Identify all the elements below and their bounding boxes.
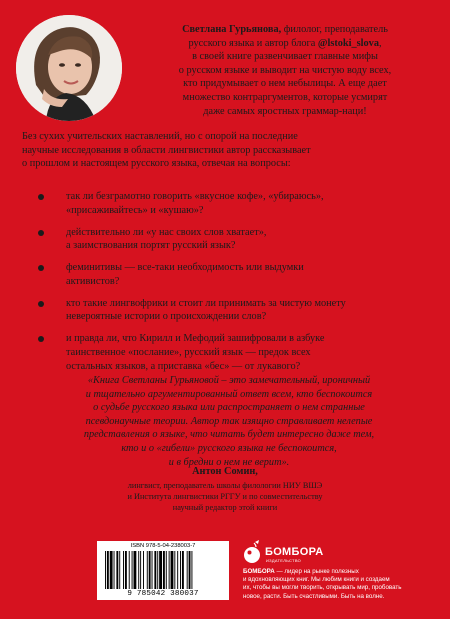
list-item: кто такие лингвофрики и стоит ли принимать за чистую монету невероятные истории о происхождении слов? [38,297,434,324]
bio-line-6: множество контраргументов, которые усмирят [182,91,388,103]
author-bio [135,23,435,118]
bio-line-2: русского языка и автор блога @lstoki_slova, [188,37,382,49]
bomb-logo-icon [243,540,263,566]
barcode-bar [171,551,174,589]
bio-line-4: о русском языке и выводит на чистую воду всех, [178,64,392,76]
barcode-bar [166,551,167,589]
barcode-bar [116,551,118,589]
barcode-bar [180,551,181,589]
barcode-bars [105,551,221,589]
blog-handle: @lstoki_slova [317,37,379,49]
bio-line-3: в своей книге развенчивает главные мифы [192,51,378,63]
bullet-icon [38,301,44,307]
barcode-bar [149,551,151,589]
barcode-bar [169,551,170,589]
publisher-blurb: БОМБОРА — лидер на рынке полезных и вдохновляющих книг. Мы любим книги и создаем их, чтобы вы могли творить, открывать мир, пробовать новое, расти. Быть счастливыми. Быть на волне. [243,568,402,600]
author-portrait [16,15,122,121]
barcode-bar [123,551,124,589]
publisher-logo [243,540,324,566]
bio-line-7: даже самых яростных граммар-наци! [203,105,367,117]
intro-line: научные исследования в области лингвистики автор рассказывает [22,144,311,156]
intro-paragraph [22,130,434,171]
barcode-bar [134,551,137,589]
reviewer-description: лингвист, преподаватель школы филологии НИУ ВШЭ и Института лингвистики РГГУ и по совместительству научный редактор этой книги [127,481,323,513]
barcode-bar [105,551,106,589]
intro-line: о прошлом и настоящем русского языка, отвечая на вопросы: [22,158,291,170]
barcode-bar [157,551,158,589]
logo-subtitle: ИЗДАТЕЛЬСТВО [266,558,302,563]
review-quote: «Книга Светланы Гурьяновой – это замечательный, ироничный и тщательно аргументированный ответ всем, кто беспокоится о судьбе русского языка или распространяет о нем странные псевдонаучные теории. Автор так изящно стравливает нелепые представления о языке, что читать будет интересно даже тем, кто и о «гибели» русского языка не беспокоится, и в бредни о нем не верит». [83,375,375,468]
barcode-bar [177,551,178,589]
author-name: Светлана Гурьянова, [182,24,282,35]
barcode-bar [159,551,162,589]
barcode-bar [189,551,191,589]
barcode-bar [140,551,141,589]
barcode-bar [110,551,113,589]
barcode-bar [129,551,130,589]
list-item: и правда ли, что Кирилл и Мефодий зашифровали в азбуке таинственное «послание», русский язык — предок всех остальных языков, а приставка «бес» — от лукавого? [38,332,434,373]
bullet-icon [38,265,44,271]
reviewer-name: Антон Сомин, [192,466,258,477]
logo-wordmark: БОМБОРА [265,546,324,558]
list-item: действительно ли «у нас своих слов хватает», а заимствования портят русский язык? [38,226,434,253]
isbn-number: ISBN 978-5-04-238003-7 [130,543,196,549]
barcode-bar [147,551,148,589]
barcode-bar [152,551,153,589]
bullet-icon [38,194,44,200]
barcode-bar [107,551,109,589]
bullet-icon [38,336,44,342]
bullet-icon [38,230,44,236]
barcode-bar [191,551,192,589]
barcode-bar [182,551,184,589]
barcode-bar [187,551,188,589]
author-photo-illustration [16,15,122,121]
barcode-bar [143,551,144,589]
barcode-bar [132,551,133,589]
barcode-bar [163,551,165,589]
publisher-name: БОМБОРА [243,568,275,575]
list-item: феминитивы — все-таки необходимость или выдумки активистов? [38,261,434,288]
barcode-bar [174,551,175,589]
ean-digits: 9 785042 380037 [127,590,199,598]
intro-line: Без сухих учительских наставлений, но с опорой на последние [22,131,298,142]
bio-line-1: Светлана Гурьянова, филолог, преподаватель [182,24,388,35]
list-item: так ли безграмотно говорить «вкусное кофе», «убираюсь», «присаживайтесь» и «кушаю»? [38,190,434,217]
barcode-bar [125,551,127,589]
bio-line-5: кто придумывает о нем небылицы. А еще дает [183,78,387,90]
barcode-bar [119,551,120,589]
barcode-bar [154,551,156,589]
isbn-barcode [97,541,229,600]
barcode-bar [138,551,139,589]
barcode-bar [114,551,115,589]
question-list [38,190,434,381]
